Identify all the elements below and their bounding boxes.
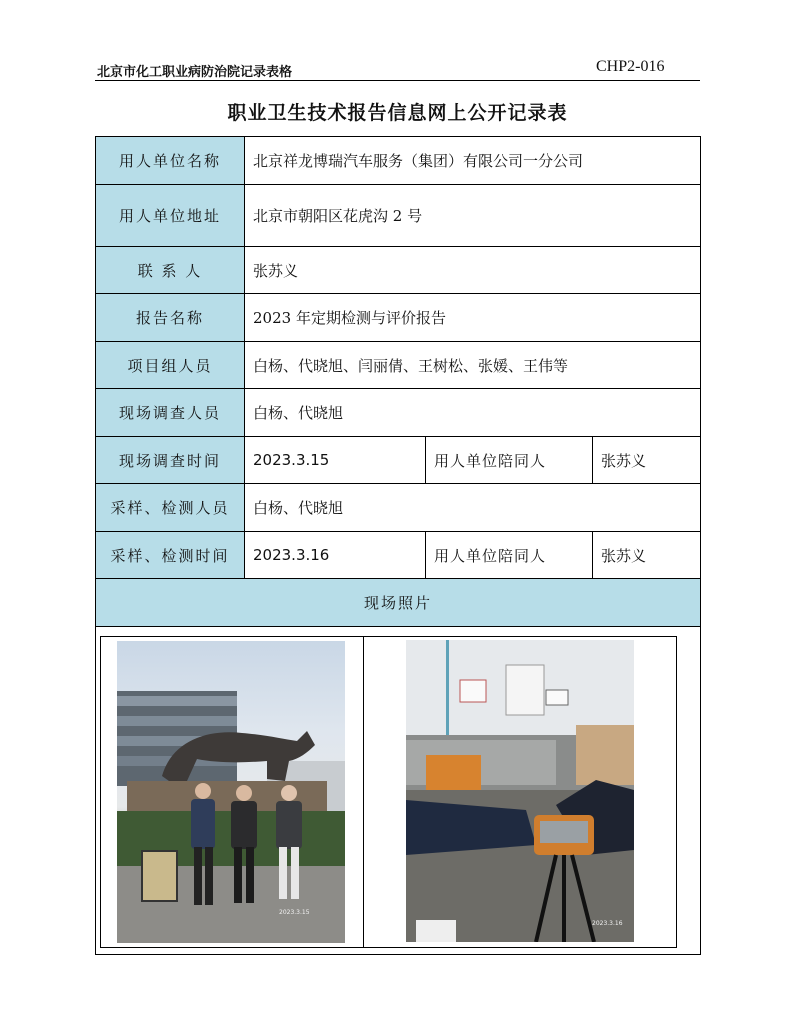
label-contact: 联 系 人 <box>96 247 245 294</box>
value-survey-time: 2023.3.15 <box>245 437 426 484</box>
value-sampling-time: 2023.3.16 <box>245 532 426 579</box>
label-sampling-time: 采样、检测时间 <box>96 532 245 579</box>
row-unit-name <box>96 137 701 185</box>
header-form-code: CHP2-016 <box>596 58 665 75</box>
label-survey-staff: 现场调查人员 <box>96 389 245 437</box>
row-photos-header <box>96 579 701 627</box>
row-contact <box>96 247 701 294</box>
row-team <box>96 342 701 389</box>
label-unit-name: 用人单位名称 <box>96 137 245 185</box>
label-site-photos: 现场照片 <box>96 579 701 627</box>
value-sampling-staff: 白杨、代晓旭 <box>245 484 701 532</box>
row-unit-address <box>96 185 701 247</box>
label-sampling-accompany: 用人单位陪同人 <box>426 532 593 579</box>
header-divider <box>95 80 700 81</box>
photos-cell <box>96 627 701 955</box>
row-sampling-time <box>96 532 701 579</box>
photo2-cell <box>362 636 677 948</box>
label-team: 项目组人员 <box>96 342 245 389</box>
row-photos <box>96 627 701 955</box>
photo1-date-stamp: 2023.3.15 <box>279 909 310 916</box>
label-survey-accompany: 用人单位陪同人 <box>426 437 593 484</box>
value-unit-name: 北京祥龙博瑞汽车服务（集团）有限公司一分公司 <box>245 137 701 185</box>
value-survey-staff: 白杨、代晓旭 <box>245 389 701 437</box>
header-org-form-title: 北京市化工职业病防治院记录表格 <box>97 65 293 80</box>
record-table <box>95 136 701 955</box>
photo-sampling-drawing <box>406 640 634 942</box>
photo-team-statue-drawing <box>117 641 345 943</box>
site-photo-team-statue <box>117 641 345 943</box>
value-sampling-accompany: 张苏义 <box>593 532 701 579</box>
value-unit-address: 北京市朝阳区花虎沟 2 号 <box>245 185 701 247</box>
page-title: 职业卫生技术报告信息网上公开记录表 <box>227 102 568 124</box>
label-report-name: 报告名称 <box>96 294 245 342</box>
row-survey-time <box>96 437 701 484</box>
value-contact: 张苏义 <box>245 247 701 294</box>
row-survey-staff <box>96 389 701 437</box>
row-report-name <box>96 294 701 342</box>
site-photo-sampling <box>406 640 634 942</box>
photo2-date-stamp: 2023.3.16 <box>592 920 623 927</box>
value-survey-accompany: 张苏义 <box>593 437 701 484</box>
value-report-name: 2023 年定期检测与评价报告 <box>245 294 701 342</box>
label-unit-address: 用人单位地址 <box>96 185 245 247</box>
label-survey-time: 现场调查时间 <box>96 437 245 484</box>
row-sampling-staff <box>96 484 701 532</box>
label-sampling-staff: 采样、检测人员 <box>96 484 245 532</box>
value-team: 白杨、代晓旭、闫丽倩、王树松、张媛、王伟等 <box>245 342 701 389</box>
